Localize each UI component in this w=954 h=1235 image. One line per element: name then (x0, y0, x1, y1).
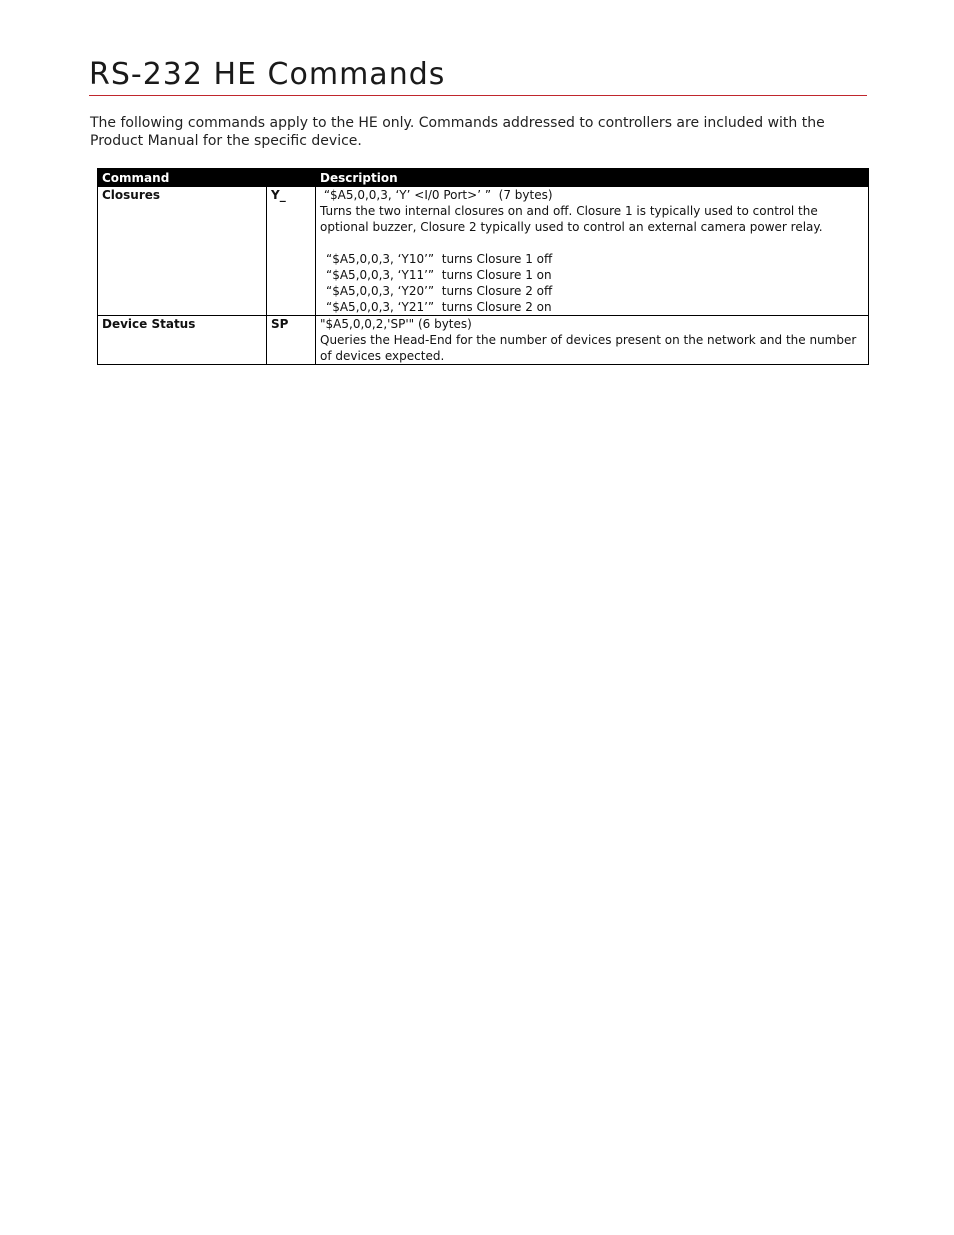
header-code (267, 169, 316, 187)
command-code: SP (267, 316, 316, 365)
command-syntax: “$A5,0,0,3, ‘Y’ <I/0 Port>’ ” (7 bytes) (320, 188, 553, 202)
page-title: RS-232 HE Commands (89, 57, 446, 92)
header-command: Command (98, 169, 267, 187)
table-row (98, 187, 869, 316)
title-divider (89, 95, 867, 96)
command-name: Closures (98, 187, 267, 316)
command-name: Device Status (98, 316, 267, 365)
description-text: Queries the Head-End for the number of devices present on the network and the number of devices expected. (320, 333, 857, 363)
table-header-row (98, 169, 869, 187)
commands-table (97, 168, 869, 365)
header-description: Description (316, 169, 869, 187)
description-text: Turns the two internal closures on and off. Closure 1 is typically used to control the optional buzzer, Closure 2 typically used to control an external camera power relay. (320, 204, 823, 234)
command-description (316, 316, 869, 365)
command-syntax: "$A5,0,0,2,'SP'" (6 bytes) (320, 317, 472, 331)
example-line: “$A5,0,0,3, ‘Y10’” turns Closure 1 off (326, 252, 553, 266)
example-line: “$A5,0,0,3, ‘Y20’” turns Closure 2 off (326, 284, 553, 298)
table-row (98, 316, 869, 365)
spacer (320, 235, 864, 251)
example-line: “$A5,0,0,3, ‘Y11’” turns Closure 1 on (326, 268, 552, 282)
example-line: “$A5,0,0,3, ‘Y21’” turns Closure 2 on (326, 300, 552, 314)
command-code: Y_ (267, 187, 316, 316)
intro-paragraph: The following commands apply to the HE only. Commands addressed to controllers are included with the Product Manual for the specific device. (90, 115, 825, 149)
command-description (316, 187, 869, 316)
